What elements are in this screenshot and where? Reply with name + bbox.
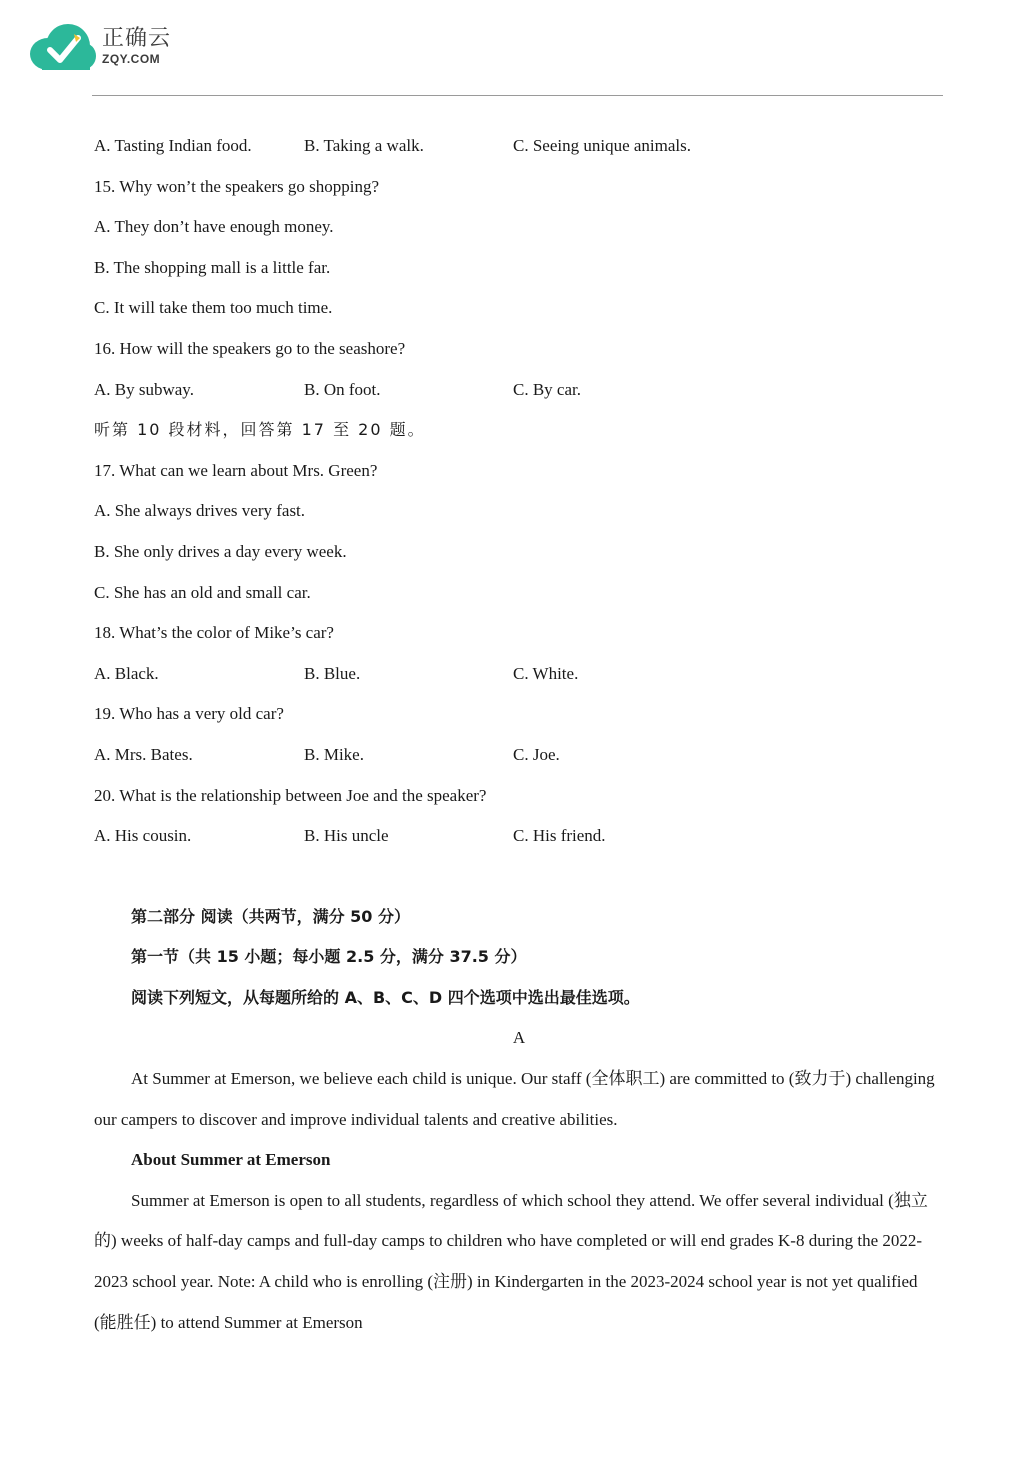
section1-title: 第一节（共 15 小题；每小题 2.5 分，满分 37.5 分） — [131, 947, 527, 967]
q14-options — [94, 126, 944, 167]
q15-option-a: A. They don’t have enough money. — [94, 217, 334, 237]
q18-option-b: B. Blue. — [304, 663, 361, 683]
q18-option-a: A. Black. — [94, 663, 159, 683]
q19-question: 19. Who has a very old car? — [94, 704, 284, 724]
q15-option-c: C. It will take them too much time. — [94, 298, 333, 318]
cloud-check-logo-icon — [28, 22, 98, 72]
passage-paragraph-2: Summer at Emerson is open to all students, regardless of which school they attend. We offer several individual (独立的) weeks of half-day camps and full-day camps to children who have completed or will end grades K-8 during the 2022-2023 school year. Note: A child who is enrolling (注册) in Kindergarten in the 2023-2024 school year is not yet qualified (能胜任) to attend Summer at Emerson — [94, 1190, 928, 1332]
q19-option-b: B. Mike. — [304, 744, 364, 764]
q20-option-b: B. His uncle — [304, 826, 389, 846]
q17-option-a: A. She always drives very fast. — [94, 501, 306, 521]
passage-paragraph-1: At Summer at Emerson, we believe each child is unique. Our staff (全体职工) are committed to (致力于) challenging our campers to discover and improve individual talents and creative abilities. — [94, 1069, 935, 1129]
document-body — [94, 126, 944, 1343]
header-divider — [92, 95, 943, 96]
brand-domain: ZQY.COM — [102, 52, 161, 66]
q14-option-b: B. Taking a walk. — [304, 136, 424, 155]
q16-question: 16. How will the speakers go to the seashore? — [94, 338, 406, 358]
brand-text — [102, 26, 171, 66]
q15-option-b: B. The shopping mall is a little far. — [94, 257, 331, 277]
q19-option-a: A. Mrs. Bates. — [94, 744, 193, 764]
q17-option-b: B. She only drives a day every week. — [94, 541, 347, 561]
q17-option-c: C. She has an old and small car. — [94, 582, 311, 602]
q14-option-c: C. Seeing unique animals. — [513, 136, 692, 155]
q18-question: 18. What’s the color of Mike’s car? — [94, 623, 334, 643]
q16-options — [94, 370, 944, 411]
brand-name-cn: 正确云 — [102, 26, 172, 51]
reading-instruction: 阅读下列短文，从每题所给的 A、B、C、D 四个选项中选出最佳选项。 — [131, 987, 640, 1007]
passage-subheading: About Summer at Emerson — [131, 1150, 331, 1170]
q16-option-c: C. By car. — [513, 379, 581, 399]
q16-option-b: B. On foot. — [304, 379, 381, 399]
q19-options — [94, 735, 944, 776]
listening-instruction: 听第 10 段材料，回答第 17 至 20 题。 — [94, 420, 426, 440]
q20-question: 20. What is the relationship between Joe and the speaker? — [94, 785, 487, 805]
q18-option-c: C. White. — [513, 663, 579, 683]
q18-options — [94, 654, 944, 695]
q20-options — [94, 816, 944, 857]
q20-option-a: A. His cousin. — [94, 826, 192, 846]
part2-title: 第二部分 阅读（共两节，满分 50 分） — [131, 906, 410, 926]
passage-label: A — [512, 1028, 526, 1048]
q16-option-a: A. By subway. — [94, 379, 194, 399]
q15-question: 15. Why won’t the speakers go shopping? — [94, 176, 380, 196]
q17-question: 17. What can we learn about Mrs. Green? — [94, 460, 378, 480]
q14-option-a: A. Tasting Indian food. — [94, 136, 252, 155]
q20-option-c: C. His friend. — [513, 826, 606, 846]
section-spacer — [94, 857, 944, 897]
brand-header — [28, 22, 228, 74]
q19-option-c: C. Joe. — [513, 744, 560, 764]
